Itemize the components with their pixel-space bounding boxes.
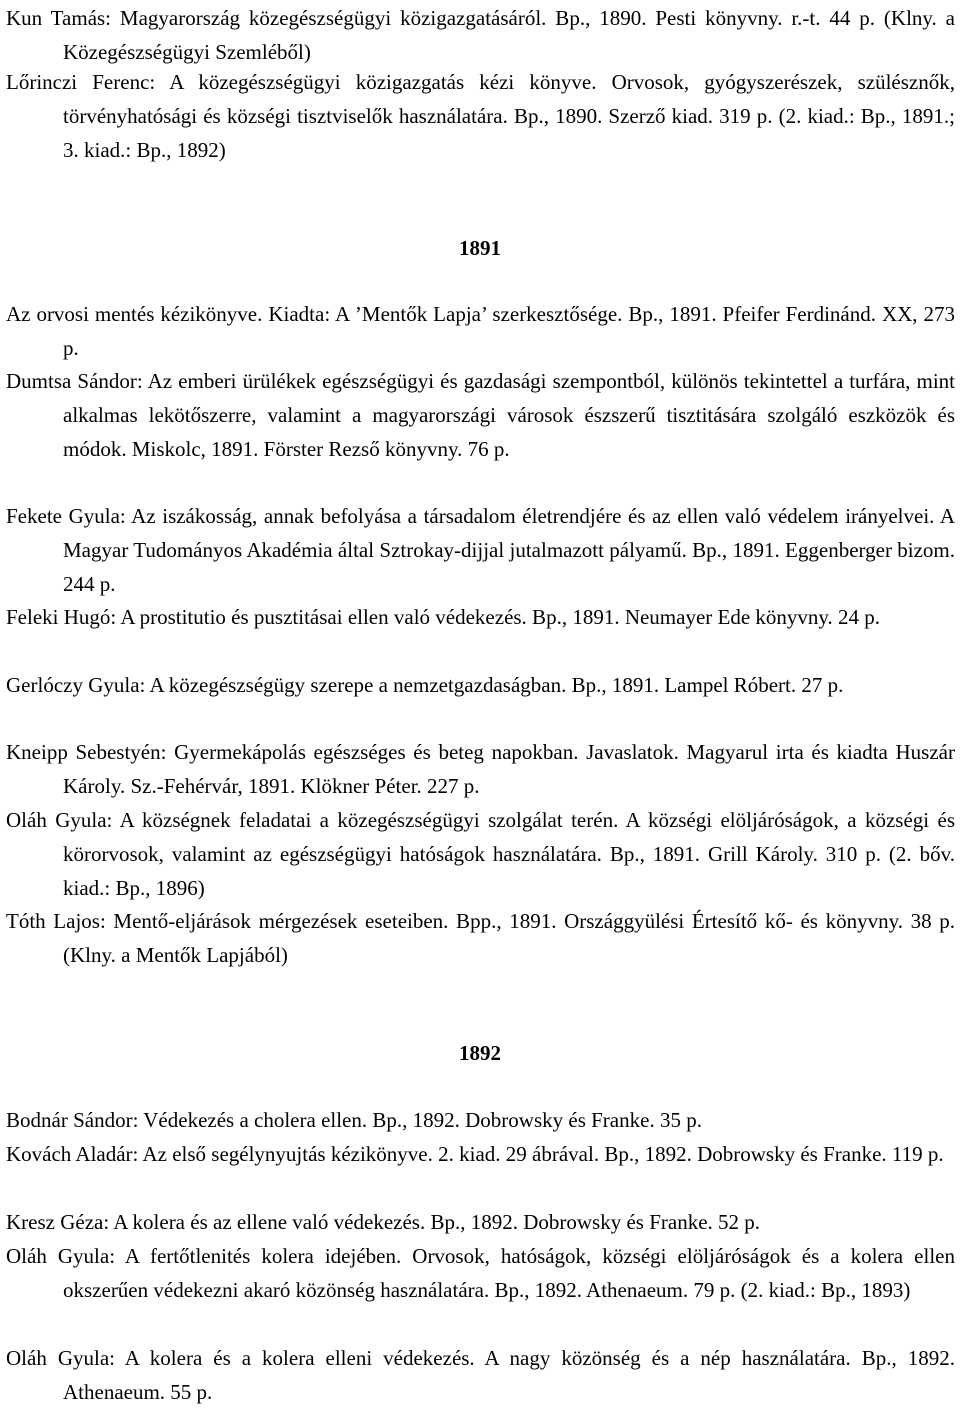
entry-olah-gyula-kolera: Oláh Gyula: A kolera és a kolera elleni védekezés. A nagy közönség és a nép használatára. Bp., 1892. Athenaeum. 55 p. <box>6 1346 955 1404</box>
year-heading-1892: 1892 <box>459 1041 501 1065</box>
entry-orvosi-mentes: Az orvosi mentés kézikönyve. Kiadta: A ’Mentők Lapja’ szerkesztősége. Bp., 1891. Pfeifer Ferdinánd. XX, 273 p. <box>6 302 955 360</box>
entry-olah-gyula-1891: Oláh Gyula: A községnek feladatai a közegészségügyi szolgálat terén. A községi elöljáróságok, a községi és körorvosok, valamint az egészségügyi hatóságok használatára. Bp., 1891. Grill Károly. 310 p. (2. bőv. kiad.: Bp., 1896) <box>6 808 955 900</box>
entry-kneipp-sebestyen: Kneipp Sebestyén: Gyermekápolás egészséges és beteg napokban. Javaslatok. Magyarul irta és kiadta Huszár Károly. Sz.-Fehérvár, 1891. Klökner Péter. 227 p. <box>6 740 955 798</box>
entry-lorinczi-ferenc: Lőrinczi Ferenc: A közegészségügyi közigazgatás kézi könyve. Orvosok, gyógyszerészek, szülésznők, törvényhatósági és községi tisztviselők használatára. Bp., 1890. Szerző kiad. 319 p. (2. kiad.: Bp., 1891.; 3. kiad.: Bp., 1892) <box>6 70 955 162</box>
year-heading-1891: 1891 <box>459 236 501 260</box>
entry-kun-tamas: Kun Tamás: Magyarország közegészségügyi közigazgatásáról. Bp., 1890. Pesti könyvny. r.-t. 44 p. (Klny. a Közegészségügyi Szemléből) <box>6 6 955 64</box>
entry-bodnar-sandor: Bodnár Sándor: Védekezés a cholera ellen. Bp., 1892. Dobrowsky és Franke. 35 p. <box>6 1108 702 1132</box>
entry-kovach-aladar: Kovách Aladár: Az első segélynyujtás kézikönyve. 2. kiad. 29 ábrával. Bp., 1892. Dobrowsky és Franke. 119 p. <box>6 1142 944 1166</box>
entry-dumtsa-sandor: Dumtsa Sándor: Az emberi ürülékek egészségügyi és gazdasági szempontból, különös tekintettel a turfára, mint alkalmas lekötőszerre, valamint a magyarországi városok észszerű tisztitására szolgáló eszközök és módok. Miskolc, 1891. Förster Rezső könyvny. 76 p. <box>6 369 955 461</box>
entry-kresz-geza: Kresz Géza: A kolera és az ellene való védekezés. Bp., 1892. Dobrowsky és Franke. 52 p. <box>6 1210 761 1234</box>
entry-gerloczy-gyula: Gerlóczy Gyula: A közegészségügy szerepe a nemzetgazdaságban. Bp., 1891. Lampel Róbert. 27 p. <box>6 673 844 697</box>
entry-feleki-hugo: Feleki Hugó: A prostitutio és pusztitásai ellen való védekezés. Bp., 1891. Neumayer Ede könyvny. 24 p. <box>6 605 881 629</box>
entry-fekete-gyula: Fekete Gyula: Az iszákosság, annak befolyása a társadalom életrendjére és az ellen való védelem irányelvei. A Magyar Tudományos Akadémia által Sztrokay-dijjal jutalmazott pályamű. Bp., 1891. Eggenberger bizom. 244 p. <box>6 504 955 596</box>
entry-toth-lajos: Tóth Lajos: Mentő-eljárások mérgezések eseteiben. Bpp., 1891. Országgyülési Értesítő kő- és könyvny. 38 p. (Klny. a Mentők Lapjából) <box>6 909 955 967</box>
entry-olah-gyula-fertotlenites: Oláh Gyula: A fertőtlenités kolera idejében. Orvosok, hatóságok, községi elöljáróságok és a kolera ellen okszerűen védekezni akaró közönség használatára. Bp., 1892. Athenaeum. 79 p. (2. kiad.: Bp., 1893) <box>6 1244 955 1302</box>
